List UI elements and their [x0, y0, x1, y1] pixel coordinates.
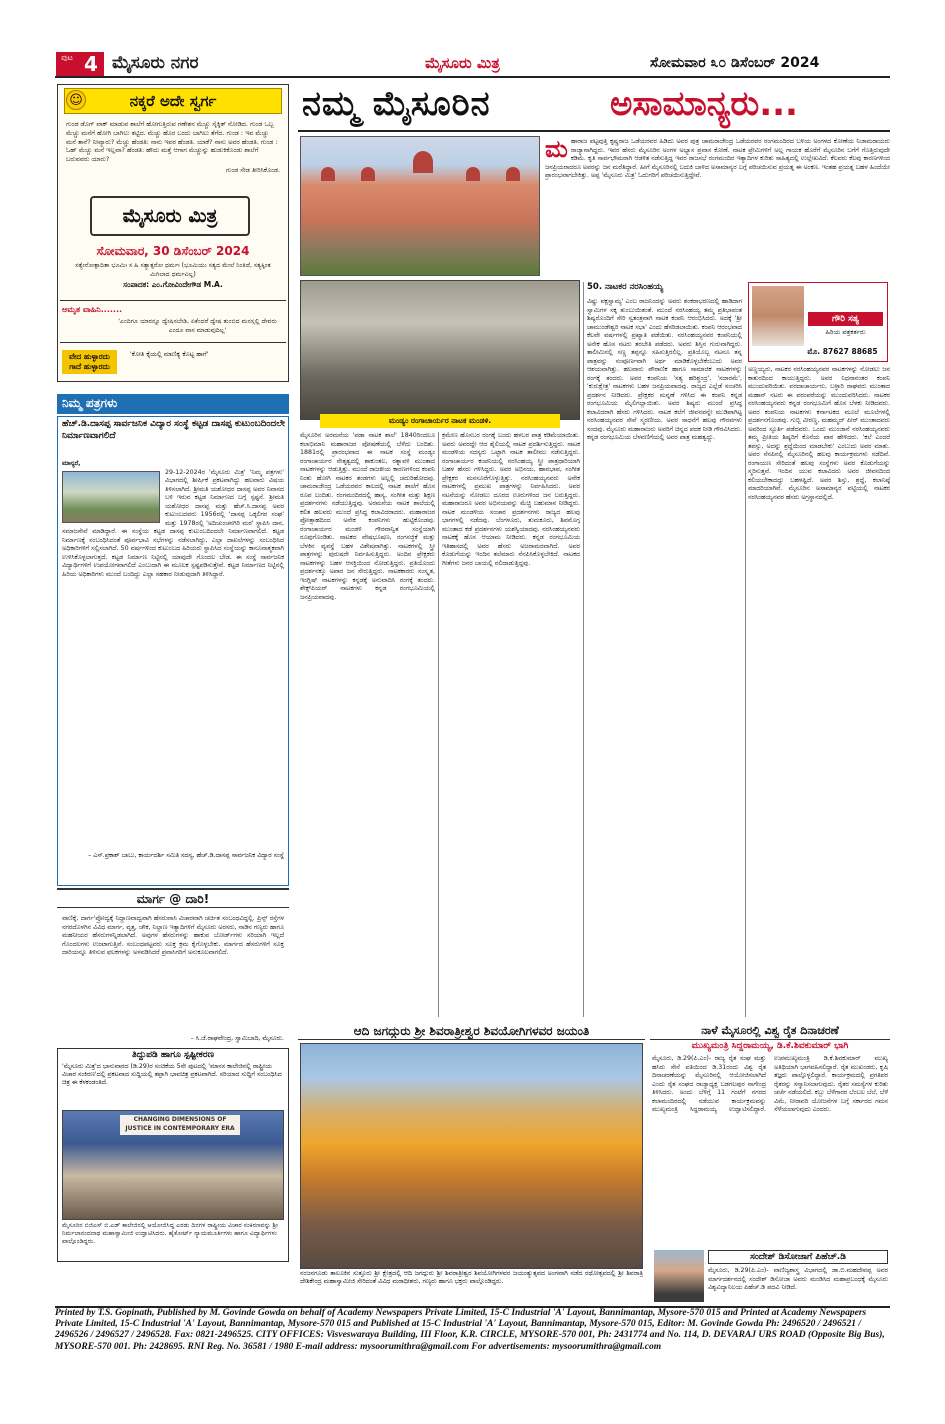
masthead-editor: ಸಂಪಾದಕ: ಎಂ.ಗೋವಿಂದೇಗೌಡ M.A.: [123, 280, 223, 289]
conference-banner: CHANGING DIMENSIONS OF JUSTICE IN CONTEMPORARY ERA: [120, 1115, 240, 1135]
masthead-details: [66, 262, 280, 290]
letter-text: 29-12-2024ರ 'ಮೈಸೂರು ಮಿತ್ರ' 'ನಿಮ್ಮ ಪತ್ರಗಳು' ವಿಭಾಗದಲ್ಲಿ ಶೀರ್ಷಿಕೆ ಪ್ರಕಟವಾಗಿದ್ದು ಹಲವಾರು ವಿಷಯ ತಿಳಿಸಲಾಗಿದೆ. ಶ್ರೀಮತಿ ಯಶೋಧರ ದಾಸಪ್ಪ ಅವರ ನಿವಾಸದ ಬಳಿ ಇರುವ ಕಟ್ಟಡ ನಿರ್ಮಾಣದ ಬಗ್ಗೆ ಸ್ಪಷ್ಟನೆ. ಶ್ರೀಮತಿ ಯಶೋಧರ ದಾಸಪ್ಪ ಮತ್ತು ಹೆಚ್.ಸಿ.ದಾಸಪ್ಪ ಅವರ ಕುಟುಂಬದವರು 1956ರಲ್ಲಿ 'ದಾಸಪ್ಪ ಒಕ್ಕಲಿಗರ ಸಂಘ' ಮತ್ತು 1978ರಲ್ಲಿ 'ಅದಿಚುಂಚನಗಿರಿ ಮಠ' ಸ್ಥಾಪಿಸಿ ದಾನ, ಸಮಾಜಸೇವೆ ಮಾಡಿದ್ದಾರೆ. ಈ ಸಂಸ್ಥೆಯ ಕಟ್ಟಡ ದಾಸಪ್ಪ ಕುಟುಂಬದಿಂದಲೇ ನಿರ್ಮಾಣವಾಗಲಿದೆ. ಕಟ್ಟಡ ನಿರ್ಮಾಣಕ್ಕೆ ಸಂಬಂಧಿಸಿದಂತೆ ಪೂರ್ವಭಾವಿ ಸಭೆಗಳನ್ನು ನಡೆಸಲಾಗಿದ್ದು, ಎಲ್ಲಾ ದಾಖಲೆಗಳನ್ನು ಸಂಬಂಧಿಸಿದ ಅಧಿಕಾರಿಗಳಿಗೆ ಸಲ್ಲಿಸಲಾಗಿದೆ. 50 ವರ್ಷಗಳಿಂದ ಕುಟುಂಬದ ಹಿರಿಯರು ಸ್ಥಾಪಿಸಿದ ಸಂಸ್ಥೆಯನ್ನು ಕಾನೂನಾತ್ಮಕವಾಗಿ ಉಳಿಸಿಕೊಳ್ಳಲಾಗುತ್ತದೆ. ಕಟ್ಟಡ ನಿರ್ಮಾಣ ನಿಟ್ಟಿನಲ್ಲಿ ಯಾವುದೇ ಗೊಂದಲ ಬೇಡ. ಈ ಸಂಸ್ಥೆ ಸಾರ್ವಜನಿಕ ವಿದ್ಯಾರ್ಥಿಗಳಿಗೆ ಉಪಯೋಗವಾಗಲಿದೆ ಎಂಬುದಾಗಿ ಈ ಮೂಲಕ ಸ್ಪಷ್ಟಪಡಿಸುತ್ತೇವೆ. ಕಟ್ಟಡ ನಿರ್ಮಾಣದ ನಿಟ್ಟಿನಲ್ಲಿ ಹಿರಿಯ ಅಧಿಕಾರಿಗಳು ಮುಂದೆ ಬಂದಿದ್ದು ಎಲ್ಲಾ ಸಹಕಾರ ನೀಡುವುದಾಗಿ ತಿಳಿಸಿದ್ದಾರೆ.: [62, 468, 284, 578]
author-photo: [752, 286, 804, 346]
author-phone: ಮೊ. 87627 88685: [807, 347, 878, 356]
amrut-quote: 'ಎಂದಿಗೂ ಯಾರನ್ನೂ ದ್ವೇಷಿಸಬೇಡಿ, ಏಕೆಂದರೆ ದ್ವೇಷ ತುಂಬಿದ ಮನಸ್ಸಲ್ಲಿ ದೇವರು ಎಂದೂ ವಾಸ ಮಾಡುವುದಿಲ್ಲ': [118, 318, 277, 334]
group-photo: [300, 280, 580, 420]
laughing-face-icon: ☺: [66, 90, 86, 110]
sandesh-body: ಮೈಸೂರು, ಡಿ.29(ಪಿ.ಎಂ)- ವಾಣಿಜ್ಯಶಾಸ್ತ್ರ ವಿಭಾಗದಲ್ಲಿ ಡಾ.ಬಿ.ಮಹದೇವಪ್ಪ ಅವರ ಮಾರ್ಗದರ್ಶನದಲ್ಲಿ ಸಂದೇಶ್ ಡಿಸೋಜಾ ಅವರು ಮಂಡಿಸಿದ ಮಹಾಪ್ರಬಂಧಕ್ಕೆ ಮೈಸೂರು ವಿಶ್ವವಿದ್ಯಾನಿಲಯ ಪಿಹೆಚ್.ಡಿ ಪದವಿ ನೀಡಿದೆ.: [708, 1267, 888, 1291]
paper-name: ಮೈಸೂರು ಮಿತ್ರ: [425, 54, 500, 72]
letter-photo: [62, 471, 160, 523]
page-label: ಪುಟ: [56, 52, 78, 76]
article-column-2: ಕ್ರಮೇಣ ಹೊಸಬರ ರಂಗಕ್ಕೆ ಬಂದು ಹಳಬರ ಪಾತ್ರ ಕಡಿಮೆಯಾಯಿತು. ಅವರು ಅವರದ್ದೇ ಆದ ಶೈಲಿಯಲ್ಲಿ ನಾಟಕ ಪ್ರದರ್ಶಿಸುತ್ತಿದ್ದರು. ನಾಟಕ ಮಂಡಳಿಯ ಸದಸ್ಯರು ಒಟ್ಟಾಗಿ ನಾಟಕ ತಾಲೀಮು ನಡೆಸುತ್ತಿದ್ದರು. ರಂಗಾಚಾರ್ಯರ ಕಂಪನಿಯಲ್ಲಿ ನರಸಿಂಹಯ್ಯ ಸ್ತ್ರೀ ಪಾತ್ರಧಾರಿಯಾಗಿ ಬಹಳ ಹೆಸರು ಗಳಿಸಿದ್ದರು. ಅವರ ಅಭಿನಯ, ಹಾವಭಾವ, ಸಂಗೀತ ಪ್ರೇಕ್ಷಕರ ಮನಸೂರೆಗೊಳ್ಳುತ್ತಿತ್ತು. ನರಸಿಂಹಯ್ಯನವರು ಅನೇಕ ನಾಟಕಗಳಲ್ಲಿ ಪ್ರಮುಖ ಪಾತ್ರಗಳನ್ನು ನಿರ್ವಹಿಸಿದರು. ಅವರ ನಟನೆಯನ್ನು ನೋಡಲು ದೂರದ ಊರುಗಳಿಂದ ಜನ ಬರುತ್ತಿದ್ದರು. ಮಹಾರಾಜರೂ ಅವರ ಅಭಿನಯವನ್ನು ಮೆಚ್ಚಿ ಬಹುಮಾನ ನೀಡಿದ್ದರು. ನಾಟಕ ಮಂಡಳಿಯ ಸಂಚಾರ ಪ್ರದರ್ಶನಗಳು ರಾಜ್ಯದ ಹಲವು ಭಾಗಗಳಲ್ಲಿ ನಡೆದವು. ಬೆಂಗಳೂರು, ತುಮಕೂರು, ಶಿವಮೊಗ್ಗ ಮುಂತಾದ ಕಡೆ ಪ್ರದರ್ಶನಗಳು ಯಶಸ್ವಿಯಾದವು. ನರಸಿಂಹಯ್ಯನವರು ನಾಟಕಕ್ಕೆ ಹೊಸ ಆಯಾಮ ನೀಡಿದರು. ಕನ್ನಡ ರಂಗಭೂಮಿಯ ಇತಿಹಾಸದಲ್ಲಿ ಅವರ ಹೆಸರು ಅಜರಾಮರವಾಗಿದೆ. ಅವರ ಕೊಡುಗೆಯನ್ನು ಇಂದಿನ ತಲೆಮಾರು ನೆನಪಿಸಿಕೊಳ್ಳಬೇಕಿದೆ. ನಾಟಕದ ಗೀತೆಗಳು ಜನರ ಬಾಯಲ್ಲಿ ನಲಿದಾಡುತ್ತಿದ್ದವು.: [442, 432, 580, 567]
correction-body: 'ಮೈಸೂರು ಮಿತ್ರ'ದ ಭಾನುವಾರದ (ಡಿ.29)ರ ಸಂಚಿಕೆಯ 5ನೇ ಪುಟದಲ್ಲಿ 'ಮಾನಸ ಕಾಲೇಜಿನಲ್ಲಿ ರಾಷ್ಟ್ರೀಯ ವಿಚಾರ ಸಂಕಿರಣ'ದಲ್ಲಿ ಪ್ರಕಟವಾದ ಸುದ್ದಿಯಲ್ಲಿ ತಪ್ಪಾಗಿ ಭಾವಚಿತ್ರ ಪ್ರಕಟವಾಗಿದೆ. ಸರಿಯಾದ ಸುದ್ದಿಗೆ ಸಂಬಂಧಿಸಿದ ಚಿತ್ರ ಈ ಕೆಳಕಂಡಂತಿದೆ.: [62, 1063, 282, 1086]
marga-title: ಮಾರ್ಗ @ ದಾರಿ!: [57, 888, 289, 908]
main-dropcap: ಮ: [545, 138, 568, 163]
letter-headline: ಹೆಚ್.ಡಿ.ದಾಸಪ್ಪ ಸಾರ್ವಜನಿಕ ವಿದ್ಯಾರ ಸಂಸ್ಥೆ ಕಟ್ಟಡ ದಾಸಪ್ಪ ಕುಟುಂಬದಿಂದಲೇ ನಿರ್ಮಾಣವಾಗಲಿದೆ: [62, 419, 285, 441]
imprint-line: Printed by T.S. Gopinath, Published by M. Govinde Gowda on behalf of Academy Newspapers Private Limited, 15-C Industrial 'A' Layout, Bannimantap, Mysore-570 015 and Printed at Academy Newspapers Private Limited, 15-C Industrial 'A' Layout, Bannimantap, Mysore-570 015 and Published at 15-C Industrial 'A' Layout, Bannimantap, Mysore-570 015, Editor: M. Govinde Gowda Ph: 2496520 / 2496521 / 2496526 / 2496527 / 2496528. Fax: 0821-2496525. CITY OFFICES: Visveswaraya Building, III Floor, K.R. CIRCLE, MYSORE-570 001, Ph: 2431774 and No. 114, D. DEVARAJ URS ROAD (Opposite Big Bus), MYSORE-570 001. Ph: 2428695. RNI Reg. No. 36581 / 1980 E-mail address: mysoorumithra@gmail.com For advertisements: mysoorumithra@gmail.com: [55, 1306, 890, 1360]
author-name: ಗೌರಿ ಸತ್ಯ: [808, 312, 883, 326]
page-number: 4: [78, 52, 104, 76]
article-column-3: ವಿಷ್ಣು ಪಕ್ಷಸ್ವಾಮ್ಯ' ಎಂಬ ರಾಜನಿಂದನ್ನು ಅವರು ಶಂಕರಾಭರಣದಲ್ಲಿ ಹಾಡಿದಾಗ ಸ್ವಾಮಿಗಳ ಸಕ್ಕ ತುಂಬುಯಿತಂತೆ. ಮುಂದೆ ನರಸಿಂಹಯ್ಯ ತಮ್ಮ ಪ್ರತಿಭಾವಂತ ಶಿಷ್ಯರೊಂದಿಗೆ ಸೇರಿ ಸ್ವತಂತ್ರವಾಗಿ ನಾಟಕ ಕಂಪನಿ ಆರಂಭಿಸಿದರು. ಅದಕ್ಕೆ 'ಶ್ರೀ ಚಾಮುಂಡೇಶ್ವರಿ ನಾಟಕ ಸಭಾ' ಎಂದು ಹೆಸರಿಡಲಾಯಿತು. ಕಂಪನಿ ಆರಂಭವಾದ ಕೆಲವೇ ವರ್ಷಗಳಲ್ಲಿ ಪ್ರಖ್ಯಾತಿ ಪಡೆಯಿತು. ನರಸಿಂಹಯ್ಯನವರ ಕಂಪನಿಯಲ್ಲಿ ಅನೇಕ ಹೊಸ ನಟರು ತರಬೇತಿ ಪಡೆದರು. ಅವರು ಶಿಸ್ತಿನ ಗುರುವಾಗಿದ್ದರು. ತಾಲೀಮಿನಲ್ಲಿ ಸಣ್ಣ ತಪ್ಪನ್ನೂ ಸಹಿಸುತ್ತಿರಲಿಲ್ಲ. ಪ್ರತಿಯೊಬ್ಬ ನಟನೂ ತನ್ನ ಪಾತ್ರವನ್ನು ಸಂಪೂರ್ಣವಾಗಿ ಅರ್ಥ ಮಾಡಿಕೊಳ್ಳಬೇಕೆಂಬುದು ಅವರ ಆಶಯವಾಗಿತ್ತು. ಹಲವಾರು ಪೌರಾಣಿಕ ಹಾಗೂ ಸಾಮಾಜಿಕ ನಾಟಕಗಳನ್ನು ರಂಗಕ್ಕೆ ತಂದರು. ಅವರ ಕಂಪನಿಯ 'ಸತ್ಯ ಹರಿಶ್ಚಂದ್ರ', 'ಸದಾರಮೆ', 'ಕುರುಕ್ಷೇತ್ರ' ನಾಟಕಗಳು ಬಹಳ ಜನಪ್ರಿಯವಾದವು. ರಾಜ್ಯದ ಎಲ್ಲೆಡೆ ಸಂಚರಿಸಿ ಪ್ರದರ್ಶನ ನೀಡಿದರು. ಪ್ರೇಕ್ಷಕರ ಮನ್ನಣೆ ಗಳಿಸಿದ ಈ ಕಂಪನಿ ಕನ್ನಡ ರಂಗಭೂಮಿಯ ಮೈಲಿಗಲ್ಲಾಯಿತು. ಅವರ ಶಿಷ್ಯರು ಮುಂದೆ ಪ್ರಸಿದ್ಧ ಕಲಾವಿದರಾಗಿ ಹೆಸರು ಗಳಿಸಿದರು. ನಾಟಕ ಕಲೆಗೆ ಜೀವನವನ್ನೇ ಮುಡಿಪಾಗಿಟ್ಟ ನರಸಿಂಹಯ್ಯನವರ ಸೇವೆ ಸ್ಮರಣೀಯ. ಅವರ ಸಾಧನೆಗೆ ಹಲವು ಗೌರವಗಳು ಸಂದವು. ಮೈಸೂರು ಮಹಾರಾಜರು ಅವರಿಗೆ ಚಿನ್ನದ ಪದಕ ನೀಡಿ ಗೌರವಿಸಿದರು. ಕನ್ನಡ ರಂಗಭೂಮಿಯ ಬೆಳವಣಿಗೆಯಲ್ಲಿ ಅವರ ಪಾತ್ರ ಮಹತ್ವದ್ದು.: [587, 298, 742, 441]
correction-title: ತಿದ್ದುಪಡಿ ಹಾಗೂ ಸ್ಪಷ್ಟೀಕರಣ: [131, 1050, 215, 1060]
joke-title: ನಕ್ಕರೆ ಅದೇ ಸ್ವರ್ಗ: [64, 88, 282, 114]
proverb-label: ವೇದ ಹುಳ್ಳಾರದು ಗಾದೆ ಹುಳ್ಳಾರದು: [62, 350, 117, 374]
column-divider: [745, 366, 746, 1017]
masthead-date: ಸೋಮವಾರ, 30 ಡಿಸೆಂಬರ್ 2024: [96, 244, 250, 258]
conference-caption: ಮೈಸೂರಿನ ಬಿಜಿಎಸ್ ಬಿ.ಎಡ್ ಕಾಲೇಜಿನಲ್ಲಿ ಆಯೋಜಿಸಿದ್ದ ಎರಡು ದಿನಗಳ ರಾಷ್ಟ್ರೀಯ ವಿಚಾರ ಸಂಕಿರಣವನ್ನು ಶ್ರೀ ನಿರ್ಮಲಾನಂದನಾಥ ಮಹಾಸ್ವಾಮೀಜಿ ಉದ್ಘಾಟಿಸಿದರು. ಹೈಕೋರ್ಟ್ ನ್ಯಾಯಮೂರ್ತಿಗಳು ಹಾಗೂ ವಿದ್ಯಾರ್ಥಿಗಳು ಪಾಲ್ಗೊಂಡಿದ್ದರು.: [62, 1222, 278, 1245]
section-name: ಮೈಸೂರು ನಗರ: [112, 53, 199, 73]
letter-salutation: ಮಾನ್ಯರೆ,: [62, 460, 81, 467]
farmers-day-subtitle: ಮುಖ್ಯಮಂತ್ರಿ ಸಿದ್ದರಾಮಯ್ಯ, ಡಿ.ಕೆ.ಶಿವಕುಮಾರ್ ಭಾಗಿ: [691, 1041, 849, 1051]
jayanti-caption: ನಂಜನಗೂಡು ತಾಲೂಕಿನ ಸುತ್ತೂರು ಶ್ರೀ ಕ್ಷೇತ್ರದಲ್ಲಿ ಆದಿ ಜಗದ್ಗುರು ಶ್ರೀ ಶಿವರಾತ್ರೀಶ್ವರ ಶಿವಯೋಗಿಗಳವರ ಜಯಂತ್ಯುತ್ಸವದ ಅಂಗವಾಗಿ ನಡೆದ ರಥೋತ್ಸವದಲ್ಲಿ ಶ್ರೀ ಶಿವರಾತ್ರಿ ದೇಶಿಕೇಂದ್ರ ಮಹಾಸ್ವಾಮೀಜಿ ಸೇರಿದಂತೆ ವಿವಿಧ ಮಠಾಧೀಶರು, ಗಣ್ಯರು ಹಾಗೂ ಭಕ್ತರು ಪಾಲ್ಗೊಂಡಿದ್ದರು.: [300, 1270, 643, 1285]
column-divider: [438, 432, 439, 1017]
article-column-4: ಅಣ್ಣಯ್ಯರು, ನಾಟಕರ ನರಸಿಂಹಯ್ಯನವರ ನಾಟಕಗಳನ್ನು ನೋಡಲು ಜನ ಕಾತುರದಿಂದ ಕಾಯುತ್ತಿದ್ದರು. ಅವರ ನಿಧನಾನಂತರ ಕಂಪನಿ ಮುಂದುವರಿಯಿತು. ವರದಾಚಾರ್ಯರು, ಬಳ್ಳಾರಿ ರಾಘವರು ಮುಂತಾದ ಮಹಾನ್ ನಟರು ಈ ಪರಂಪರೆಯನ್ನು ಮುಂದುವರಿಸಿದರು. ನಾಟಕರ ನರಸಿಂಹಯ್ಯನವರು ಕನ್ನಡ ರಂಗಭೂಮಿಗೆ ಹೊಸ ಬೆಳಕು ನೀಡಿದವರು. ಅವರ ಕಂಪನಿಯ ನಾಟಕಗಳು ಕರ್ನಾಟಕದ ಮೂಲೆ ಮೂಲೆಗಳಲ್ಲಿ ಪ್ರದರ್ಶನಗೊಂಡವು. ಗುಬ್ಬಿ ವೀರಣ್ಣ, ಮಹಮ್ಮದ್ ಪೀರ್ ಮುಂತಾದವರು ಅವರಿಂದ ಸ್ಫೂರ್ತಿ ಪಡೆದವರು. ಒಂದು ಮುಂಜಾನೆ ನರಸಿಂಹಯ್ಯನವರು ತಮ್ಮ ಪ್ರೀತಿಯ ಶಿಷ್ಯರಿಗೆ ಕೊನೆಯ ಪಾಠ ಹೇಳಿದರು. 'ಕಲೆ ಎಂದರೆ ತಪಸ್ಸು, ಅದನ್ನು ಶ್ರದ್ಧೆಯಿಂದ ಮಾಡಬೇಕು' ಎಂಬುದು ಅವರ ಮಾತು. ಅವರ ನೆನಪಿನಲ್ಲಿ ಮೈಸೂರಿನಲ್ಲಿ ಹಲವು ಕಾರ್ಯಕ್ರಮಗಳು ನಡೆದಿವೆ. ರಂಗಾಯಣ ಸೇರಿದಂತೆ ಹಲವು ಸಂಸ್ಥೆಗಳು ಅವರ ಕೊಡುಗೆಯನ್ನು ಸ್ಮರಿಸುತ್ತವೆ. ಇಂದಿನ ಯುವ ಕಲಾವಿದರು ಅವರ ಜೀವನದಿಂದ ಕಲಿಯಬೇಕಾದದ್ದು ಬಹಳಷ್ಟಿದೆ. ಅವರ ಶಿಸ್ತು, ಶ್ರದ್ಧೆ, ಕಲಾನಿಷ್ಠೆ ಮಾದರಿಯಾಗಿವೆ. ಮೈಸೂರಿನ ಅಸಾಮಾನ್ಯರ ಪಟ್ಟಿಯಲ್ಲಿ ನಾಟಕರ ನರಸಿಂಹಯ್ಯನವರ ಹೆಸರು ಅಗ್ರಸ್ಥಾನದಲ್ಲಿದೆ.: [748, 366, 890, 501]
issue-date: ಸೋಮವಾರ ೩೦ ಡಿಸೆಂಬರ್ 2024: [650, 55, 820, 71]
sandesh-title: ಸಂದೇಶ್ ಡಿಸೋಜಾಗೆ ಪಿಹೆಚ್.ಡಿ: [708, 1250, 888, 1264]
letters-title: ನಿಮ್ಮ ಪತ್ರಗಳು: [62, 396, 118, 410]
palace-photo: [300, 136, 540, 276]
main-intro: [545, 138, 890, 276]
author-role: ಹಿರಿಯ ಪತ್ರಕರ್ತರು: [825, 328, 866, 336]
letter-signature: – ಎಸ್.ಪ್ರಕಾಶ್ ಬಾಬು, ಕಾರ್ಯದರ್ಶಿ ಸಮಿತಿ ಸದಸ್ಯ, ಹೆಚ್.ಡಿ.ದಾಸಪ್ಪ ಸಾರ್ವಜನಿಕ ವಿದ್ಯಾರ ಸಂಸ್ಥೆ: [88, 852, 284, 859]
group-photo-caption: ಮಂಡ್ಯಂ ರಂಗಾಚಾರ್ಯರ ನಾಟಕ ಮಂಡಳಿ.: [320, 414, 560, 428]
masthead-logo: ಮೈಸೂರು ಮಿತ್ರ: [90, 196, 250, 236]
article-column-1: ಮೈಸೂರಿನ ಅರಮನೆಯ 'ಪಡಾ ನಾಟಕ ಶಾಲೆ' 1840ರಿಂದಲೂ ಕಲಾಭಿಮಾನಿ ಮಹಾರಾಜರ ಪೋಷಣೆಯಲ್ಲಿ ಬೆಳೆದು ಬಂದಿತು. 1881ರಲ್ಲಿ ಪ್ರಾರಂಭವಾದ ಈ ನಾಟಕ ಸಂಸ್ಥೆ ಮಂಡ್ಯಂ ರಂಗಾಚಾರ್ಯರ ನೇತೃತ್ವದಲ್ಲಿ ಶಾಕುಂತಲ, ರತ್ನಾವಳಿ ಮುಂತಾದ ನಾಟಕಗಳನ್ನು ಆಡುತ್ತಿತ್ತು. ಮುಂದೆ ರಾಜಕೀಯ ಕಾರಣಗಳಿಂದ ಕಂಪನಿ ನಿಂತು ಹೋಗಿ ನಾಟಕರ ತಂಡಗಳು ಅಲ್ಲಲ್ಲಿ ಚದುರಿಹೋದವು. ಚಾಮರಾಜೇಂದ್ರ ಒಡೆಯರವರ ಕಾಲದಲ್ಲಿ ನಾಟಕ ಶಾಲೆಗೆ ಹೊಸ ರೂಪ ಬಂದಿತು. ರಂಗಮಂದಿರದಲ್ಲಿ ಹಾಸ್ಯ, ಸಂಗೀತ ಮತ್ತು ಶಿಕ್ಷಣ ಪ್ರದರ್ಶನಗಳು ನಡೆಯುತ್ತಿದ್ದವು. ಅರಮನೆಯ ನಾಟಕ ಶಾಲೆಯಲ್ಲಿ ಕಲಿತ ಹಲವರು ಮುಂದೆ ಪ್ರಸಿದ್ಧ ಕಲಾವಿದರಾದರು. ಮಹಾರಾಜರ ಪ್ರೋತ್ಸಾಹದಿಂದ ಅನೇಕ ಕಂಪನಿಗಳು ಹುಟ್ಟಿಕೊಂಡವು. ರಂಗಾಚಾರ್ಯರ ಮಂಡಳಿ ಗೌರವಾನ್ವಿತ ಸಂಸ್ಥೆಯಾಗಿ ರೂಪುಗೊಂಡಿತು. ನಾಟಕದ ವೇಷಭೂಷಣ, ರಂಗಸಜ್ಜಿಕೆ ಮತ್ತು ಬೆಳಕಿನ ವ್ಯವಸ್ಥೆ ಬಹಳ ವಿಶೇಷವಾಗಿತ್ತು. ನಾಟಕಗಳಲ್ಲಿ ಸ್ತ್ರೀ ಪಾತ್ರಗಳನ್ನು ಪುರುಷರೇ ನಿರ್ವಹಿಸುತ್ತಿದ್ದರು. ಅಂದಿನ ಪ್ರೇಕ್ಷಕರು ನಾಟಕಗಳನ್ನು ಬಹಳ ಆಸಕ್ತಿಯಿಂದ ನೋಡುತ್ತಿದ್ದರು. ಪ್ರತಿಯೊಂದು ಪ್ರದರ್ಶನಕ್ಕೂ ಅಪಾರ ಜನ ಸೇರುತ್ತಿದ್ದರು. ನಾಟಕಕಾರರು ಸಂಸ್ಕೃತ, ಇಂಗ್ಲಿಷ್ ನಾಟಕಗಳನ್ನು ಕನ್ನಡಕ್ಕೆ ಅನುವಾದಿಸಿ ರಂಗಕ್ಕೆ ತಂದರು. ಶೇಕ್ಸ್‌ಪಿಯರ್ ನಾಟಕಗಳು ಕನ್ನಡ ರಂಗಭೂಮಿಯಲ್ಲಿ ಜನಪ್ರಿಯವಾದವು.: [300, 432, 435, 601]
farmers-day-title: ನಾಳೆ ಮೈಸೂರಲ್ಲಿ ವಿಶ್ವ ರೈತ ದಿನಾಚರಣೆ: [650, 1022, 890, 1040]
joke-credit: ಗುಂಡ ಸೇಡ ತೀರಿಸಿಕೊಂಡ.: [225, 165, 280, 174]
jayanti-photo: [300, 1043, 643, 1269]
marga-signature: – ಸಿ.ಜೆ.ರಾಘವೇಂದ್ರ, ಸ್ವಾಮಿಬಾದಿ, ಮೈಸೂರು.: [190, 1035, 284, 1042]
letter-body: [62, 460, 284, 840]
farmers-day-body: ಮೈಸೂರು, ಡಿ.29(ಪಿ.ಎಂ)- ರಾಜ್ಯ ರೈತ ಸಂಘ ಮತ್ತು ಹಸಿರು ಸೇನೆ ವತಿಯಿಂದ ಡಿ.31ರಂದು ವಿಶ್ವ ರೈತ ದಿನಾಚರಣೆಯನ್ನು ಮೈಸೂರಿನಲ್ಲಿ ಆಯೋಜಿಸಲಾಗಿದೆ ಎಂದು ರೈತ ಸಂಘದ ರಾಜ್ಯಾಧ್ಯಕ್ಷ ಬಡಗಲಪುರ ನಾಗೇಂದ್ರ ತಿಳಿಸಿದರು. ಅಂದು ಬೆಳಿಗ್ಗೆ 11 ಗಂಟೆಗೆ ನಗರದ ಕಲಾಮಂದಿರದಲ್ಲಿ ನಡೆಯುವ ಕಾರ್ಯಕ್ರಮವನ್ನು ಮುಖ್ಯಮಂತ್ರಿ ಸಿದ್ದರಾಮಯ್ಯ ಉದ್ಘಾಟಿಸಲಿದ್ದಾರೆ. ಉಪಮುಖ್ಯಮಂತ್ರಿ ಡಿ.ಕೆ.ಶಿವಕುಮಾರ್ ಮುಖ್ಯ ಅತಿಥಿಯಾಗಿ ಭಾಗವಹಿಸಲಿದ್ದಾರೆ. ರೈತ ಮುಖಂಡರು, ಕೃಷಿ ತಜ್ಞರು ಪಾಲ್ಗೊಳ್ಳಲಿದ್ದಾರೆ. ಕಾರ್ಯಕ್ರಮದಲ್ಲಿ ಪ್ರಗತಿಪರ ರೈತರನ್ನು ಸನ್ಮಾನಿಸಲಾಗುವುದು. ರೈತರ ಸಮಸ್ಯೆಗಳ ಕುರಿತು ಚರ್ಚೆ ನಡೆಯಲಿದೆ. ಕಬ್ಬು ಬೆಳೆಗಾರರ ಬೆಂಬಲ ಬೆಲೆ, ಬೆಳೆ ವಿಮೆ, ನೀರಾವರಿ ಯೋಜನೆಗಳ ಬಗ್ಗೆ ಸರ್ಕಾರದ ಗಮನ ಸೆಳೆಯಲಾಗುವುದು ಎಂದರು.: [652, 1055, 888, 1113]
proverb-text: 'ಕೋತಿ ಕೈಯಲ್ಲಿ ಮಾಣಿಕ್ಯ ಕೊಟ್ಟ ಹಾಗೆ': [130, 350, 209, 358]
series-title: 50. ನಾಟಕರ ನರಸಿಂಹಯ್ಯ: [587, 282, 664, 292]
joke-text: ಗುಂಡ ಡೊಗ್ ವಾಕ್ ಮಾಡುವ ಶಾಲೆಗೆ ಹೋಗುತ್ತಿರುವ ಗಣೇಶನ ಮೆಚ್ಚು ಸೈಕ್ಕಿತ್ ನೋಡಿದ. ಗುಂಡ ಒಬ್ಬ ಮೆಚ್ಚು ಮನೆಗೆ ಹೋಗಿ ಬಾಗಿಲು ತಟ್ಟಿದ. ಮೆಚ್ಚು ಹೊರ ಬಂದು ಬಾಗಿಲು ತೆಗೆದ. ಗುಂಡ : ಇವ ಮೆಚ್ಚು ಮನೆ ತಾನೆ? ನೀವ್ಯಾರು? ಮೆಚ್ಚು ಹೆಂಡತಿ: ನಾನು ಇವರ ಹೆಂಡತಿ. ಯಾಕೆ? ನಾನು ಅವರ ಹೆಂಡತಿ. ಗುಂಡ : ಓಹ್ ಮೆಚ್ಚು ಮನೆ ಇಲ್ಲವಾ? ಹೆಂಡತಿ: ಹೌದು ಮತ್ತೆ ಆಗಾಗ ಮೆಚ್ಚುನ್ನು ಹುಡುಕಿಕೊಂಡು ಶಾಲೆಗೆ ಬರುವವರು ಯಾರು?: [66, 120, 278, 164]
sandesh-photo: [654, 1250, 704, 1302]
main-title-red: ಅಸಾಮಾನ್ಯರು...: [610, 84, 798, 124]
marga-body: ವಾಣಿಕ್ಕೆ, ದಾರ್ಗ'ಪ್ರೋದ್ವಕ್ಕೆ ನಿದ್ದಾಣವಾದ್ವವಾಗಿ ಹೆಸರುವಾಸಿ ವಿಚಾರವಾಗಿ ಚರ್ಚಿತ ಸಂಬಂಧವಿದ್ದಲ್ಲಿ. ಪ್ರಿನ್ಸ್ ರಸ್ತೆಗಳ ನಗರದೊಳಗಿನ ವಿವಿಧ ಮಾರ್ಗ, ವೃತ್ತ, ಚೌಕ, ನಿಲ್ದಾಣ ಇತ್ಯಾದಿಗಳಿಗೆ ಮೈಸೂರು ಅರಸರು, ನಾಡಿನ ಗಣ್ಯರು ಹಾಗೂ ಮಹನೀಯರ ಹೆಸರುಗಳನ್ನಿಡಲಾಗಿದೆ. ಅವುಗಳ ಹೆಸರುಗಳನ್ನು ಹಾಕುವ ಬೋರ್ಡ್‌ಗಳು ಸರಿಯಾಗಿ ಇಲ್ಲದೆ ಗೊಂದಲಗಳು ಉಂಟಾಗುತ್ತಿವೆ. ಸಂಬಂಧಪಟ್ಟವರು ಸೂಕ್ತ ಕ್ರಮ ಕೈಗೊಳ್ಳಬೇಕು. ಮಾರ್ಗದ ಹೆಸರುಗಳಿಗೆ ಸೂಕ್ತ ದಾರಿಯನ್ನೂ ತಿಳಿಸುವ ಫಲಕಗಳನ್ನು ಅಳವಡಿಸಿದರೆ ಪ್ರವಾಸಿಗರಿಗೆ ಅನುಕೂಲವಾಗಲಿದೆ.: [62, 915, 284, 956]
masthead-motto: ಸತ್ಯೇನೋತ್ಪಾದಿತಾ ಭೂಮಿಃ ಸ ಹಿ ಸತ್ಯಾತ್ಪರೋ ಧರ್ಮಃ (ಭೂಮಿಯು ಸತ್ಯದ ಮೇಲೆ ನಿಂತಿದೆ, ಸತ್ಯಕ್ಕಿಂತ ಮಿಗಿಲಾದ ಧರ್ಮವಿಲ್ಲ): [75, 262, 271, 278]
main-intro-text: ಹಾರಾಜ ಪಟ್ಟವುತ್ತಿ ಕೃಷ್ಣರಾಜ ಒಡೆಯರವರ ಹಿಡಿದು ಅವರ ಪುತ್ರ ಚಾಮರಾಜೇಂದ್ರ ಒಡೆಯರವರ ರಂಗಮಂದಿರದ ಬಳಿಯ ಅಂಗಳದ ಕೋಣೆಯ ನಿಜಾಮರಾಯರು ರಾಜ್ಯಾನಾಗಿದ್ದರು. ಇವರ ಹೆಸರು ಮೈಸೂರಿನ ಅಂಗಳ ಅಭ್ಯಾಸ ಪ್ರವಾಸ ಕೋಣೆ. ನಾಟಕ ಪ್ರೇಮಿಗಳಿಗೆ ಅಲ್ಲ ಗಾಯಕ ಹೊರೆಗೆ ಮೈಸೂರಿನ ಬಗೆಗೆ ಗೊತ್ತಿರುವುದೇ ಕಡಿಮೆ. ಕೃತಿ ಸಾರ್ವಭೌಮರಾಗಿ ಆಡಳಿತ ನಡೆಸುತ್ತಿದ್ದ ಇವರ ರಾಜಸಭೆ ರಂಗಮಂದಿರ ಇತ್ಯಾದಿಗಳ ಕುರಿತು ಸಾಹಿತ್ಯದಲ್ಲಿ ಉಲ್ಲೇಖವಿದೆ. ಕೆಲವರು ಕೆಲವು ಕಾರಣಗಳಿಂದ ಜನಪ್ರಿಯರಾದರೂ ಅವರನ್ನು ಜನ ಮರೆತಿದ್ದಾರೆ. ಹೀಗೆ ಮೈಸೂರಿನಲ್ಲಿ ಬದುಕಿ ಬಾಳಿದ ಅಸಾಮಾನ್ಯರ ಬಗ್ಗೆ ಪರಿಚಯಿಸುವ ಪ್ರಯತ್ನ ಈ ಅಂಕಣ. ಇಂತಹ ಪ್ರಯತ್ನ ಬಹಳ ಹಿಂದೆಯೇ ಪ್ರಾರಂಭವಾಗಬೇಕಿತ್ತು. ಅಪ್ಪ 'ಮೈಸೂರು ಮಿತ್ರ' ಓದುಗರಿಗೆ ಪರಿಚಯಿಸುತ್ತಿದ್ದೇವೆ.: [545, 138, 890, 179]
jayanti-title: ಆದಿ ಜಗದ್ಗುರು ಶ್ರೀ ಶಿವರಾತ್ರೀಶ್ವರ ಶಿವಯೋಗಿಗಳವರ ಜಯಂತಿ: [298, 1022, 645, 1040]
main-title-black: ನಮ್ಮ ಮೈಸೂರಿನ: [302, 84, 491, 124]
amrut-label: ಅಮೃತ ವಾಹಿನಿ.......: [62, 305, 123, 314]
column-divider: [583, 282, 584, 1017]
joke-body: [66, 120, 280, 175]
